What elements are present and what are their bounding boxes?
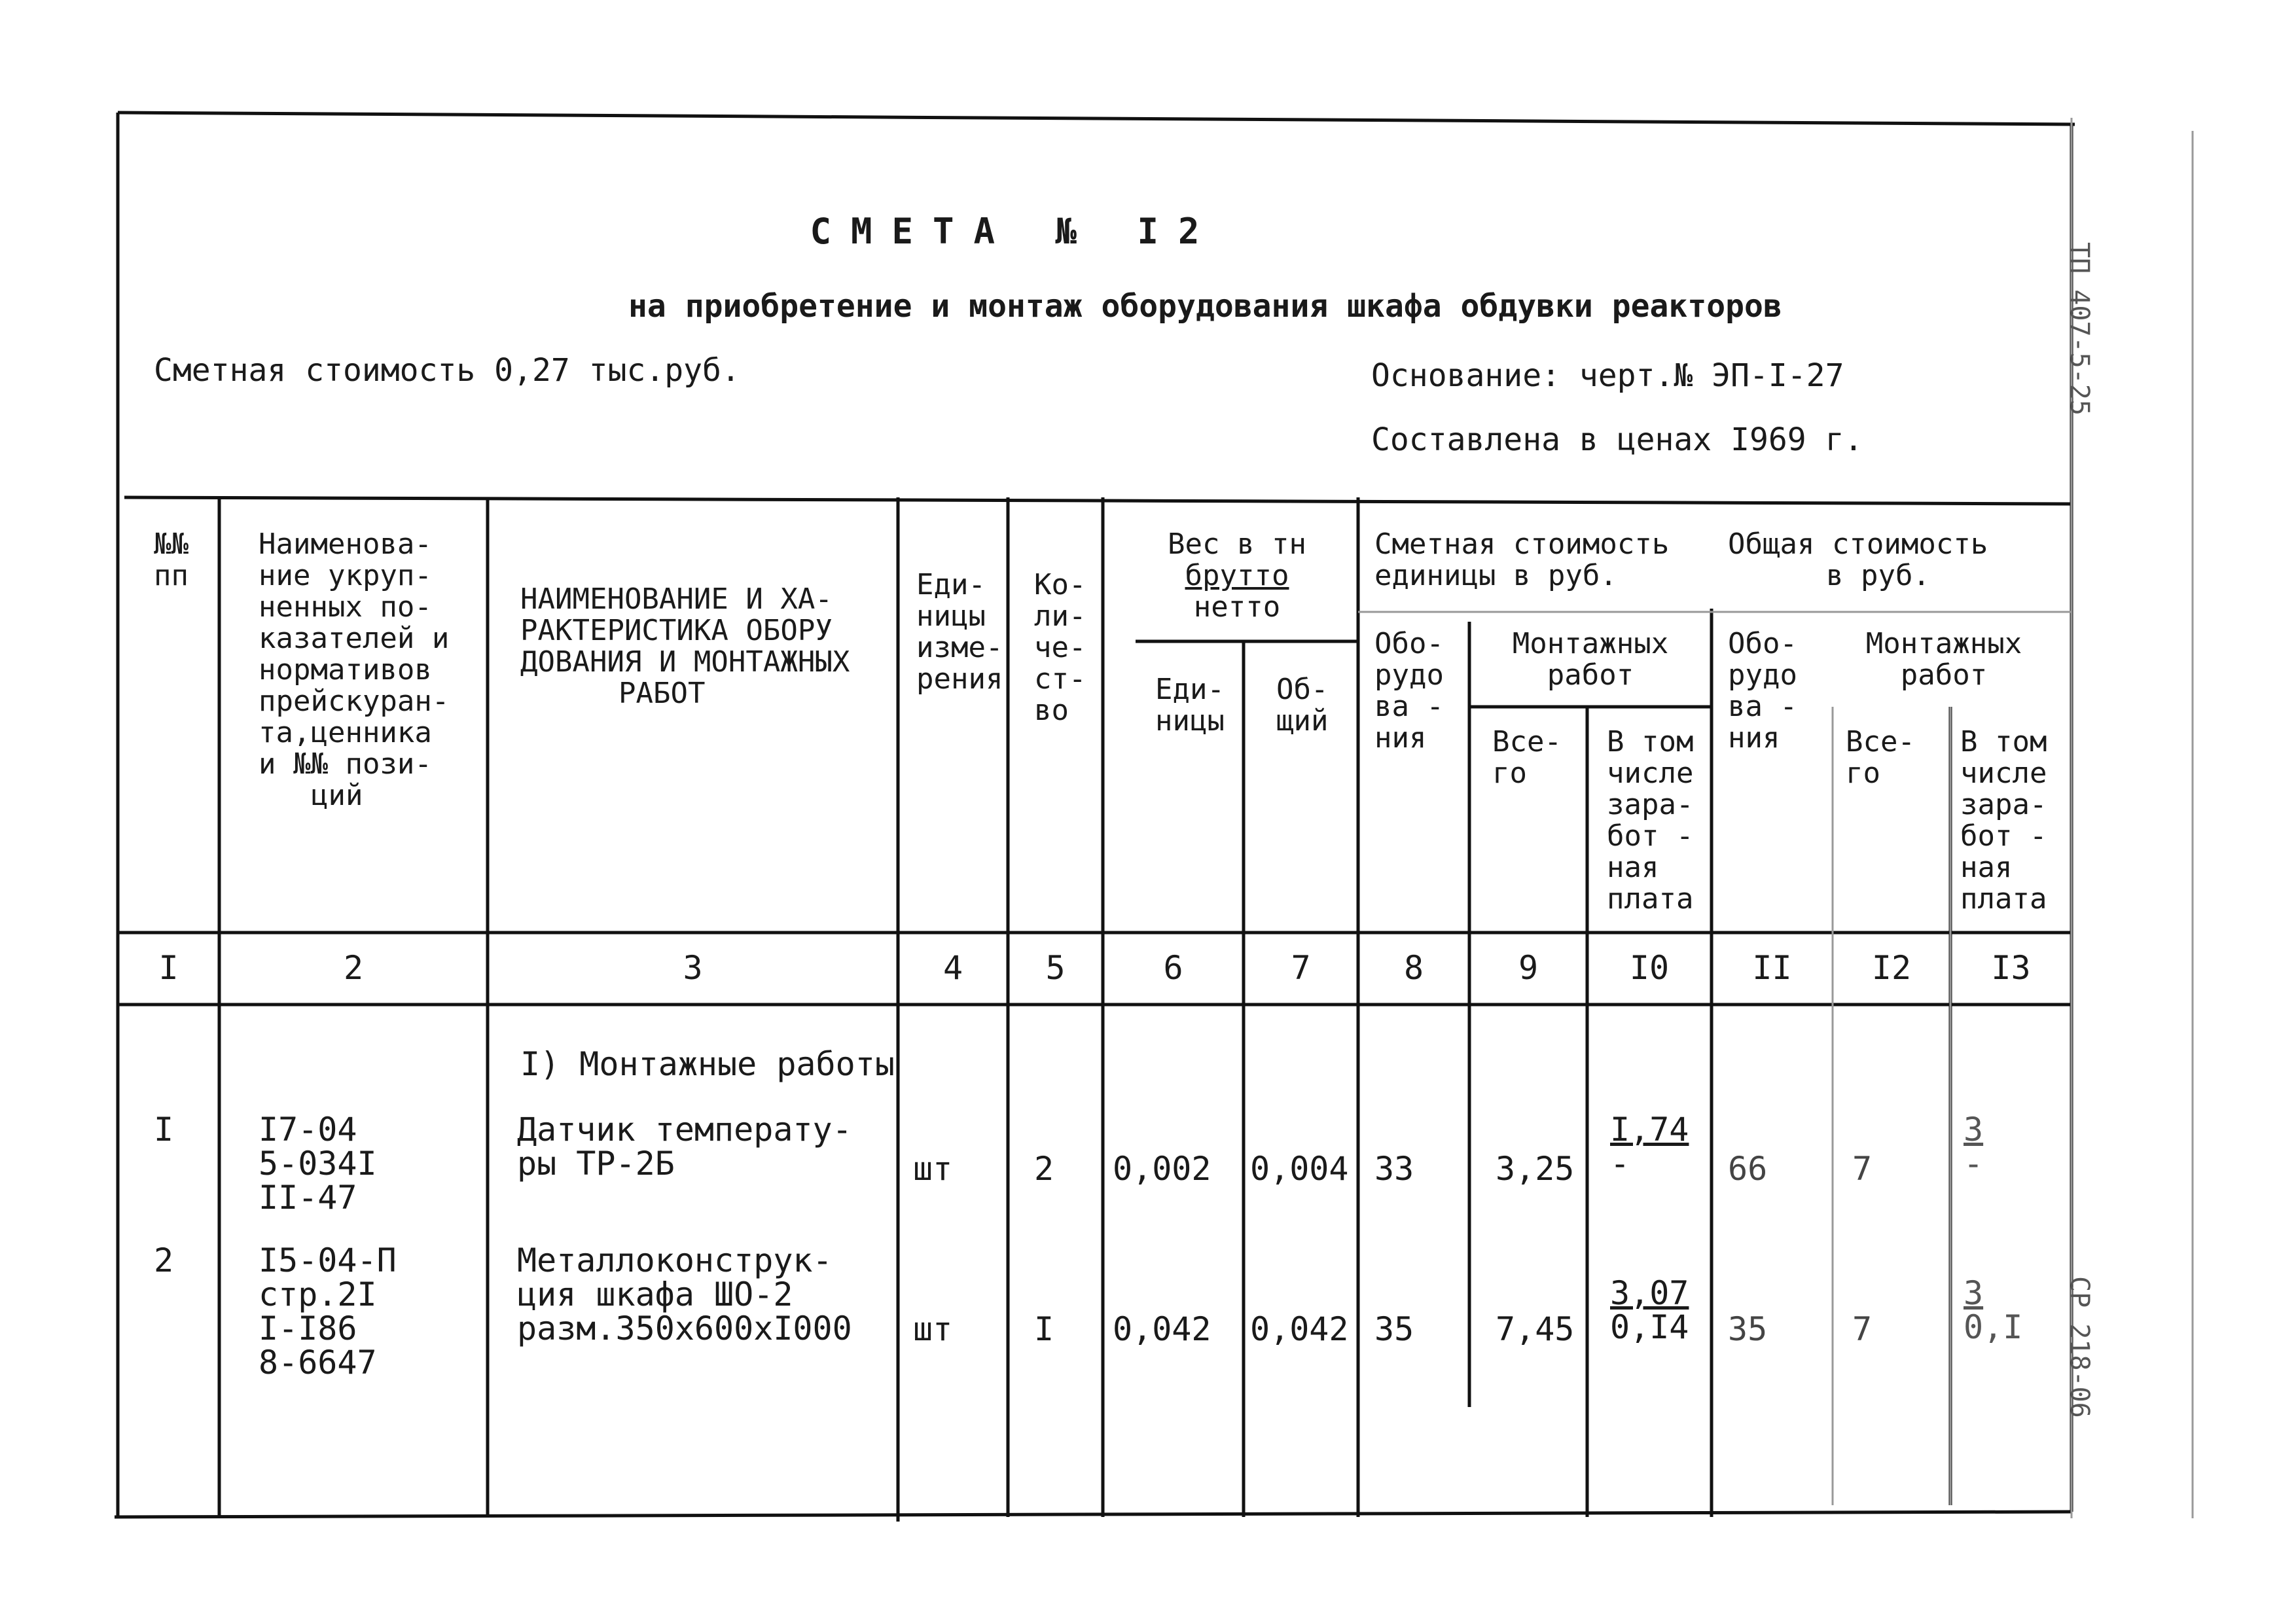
header-mount-wage-unit: В том числе зара- бот - ная плата [1607, 725, 1694, 916]
row2-weight-unit: 0,042 [1113, 1310, 1211, 1348]
colnum-4: 4 [942, 949, 963, 987]
row1-weight-unit: 0,002 [1113, 1150, 1211, 1188]
row2-codes: I5-04-П стр.2I I-I86 8-6647 [259, 1241, 397, 1382]
header-col4: Еди- ницы изме- рения [916, 568, 1003, 696]
header-mount-total-all: Все- го [1846, 725, 1915, 790]
row1-qty: 2 [1034, 1150, 1054, 1188]
estimated-cost: Сметная стоимость 0,27 тыс.руб. [154, 352, 740, 389]
header-mount-wage-total: В том числе зара- бот - ная плата [1960, 725, 2047, 916]
colnum-9: 9 [1518, 949, 1539, 987]
document-subtitle: на приобретение и монтаж оборудования шкафа обдувки реакторов [628, 288, 1782, 325]
row1-weight-total: 0,004 [1250, 1150, 1349, 1188]
header-total-cost: Общая стоимость в руб. [1728, 527, 1988, 592]
colnum-8: 8 [1403, 949, 1424, 987]
row1-unit: шт [913, 1150, 953, 1188]
colnum-3: 3 [683, 949, 703, 987]
row2-unit: шт [913, 1310, 953, 1348]
colnum-10: I0 [1629, 949, 1670, 987]
row2-name: Металлоконструк- ция шкафа ШО-2 разм.350х600хI000 [517, 1241, 852, 1347]
section-title: I) Монтажные работы [520, 1045, 895, 1083]
row2-total-wage: 3 0,I [1964, 1274, 2023, 1346]
header-equip-unit: Обо- рудо ва - ния [1374, 627, 1444, 755]
row2-cost-wage: 3,07 0,I4 [1610, 1274, 1689, 1346]
row2-qty: I [1034, 1310, 1054, 1348]
header-weight-total: Об- щий [1276, 673, 1329, 738]
header-col1: №№ пп [154, 527, 188, 592]
colnum-2: 2 [343, 949, 364, 987]
row2-weight-total: 0,042 [1250, 1310, 1349, 1348]
row1-codes: I7-04 5-034I II-47 [259, 1111, 377, 1217]
row1-cost-mount: 3,25 [1496, 1150, 1575, 1188]
row1-number: I [154, 1111, 174, 1149]
row2-cost-mount: 7,45 [1496, 1310, 1575, 1348]
colnum-1: I [158, 949, 179, 987]
header-equip-total: Обо- рудо ва - ния [1728, 627, 1797, 755]
row1-name: Датчик температу- ры ТР-2Б [517, 1111, 852, 1183]
row1-total-wage: 3 - [1964, 1111, 1984, 1183]
colnum-12: I2 [1871, 949, 1912, 987]
colnum-6: 6 [1163, 949, 1183, 987]
colnum-13: I3 [1991, 949, 2031, 987]
row2-total-mount: 7 [1852, 1310, 1873, 1348]
header-mount-total: Монтажных работ [1865, 627, 2022, 692]
basis-drawing: Основание: черт.№ ЭП-I-27 [1371, 357, 1844, 394]
colnum-11: II [1752, 949, 1792, 987]
header-col5: Ко- ли- че- ст- во [1034, 568, 1086, 727]
price-year: Составлена в ценах I969 г. [1371, 421, 1863, 458]
row2-total-equip: 35 [1728, 1310, 1768, 1348]
header-mount-total-unit: Все- го [1492, 725, 1562, 790]
row2-cost-equip: 35 [1374, 1310, 1414, 1348]
row1-total-mount: 7 [1852, 1150, 1873, 1188]
colnum-7: 7 [1291, 949, 1311, 987]
side-number: СР 218-06 [2064, 1276, 2094, 1418]
row1-cost-equip: 33 [1374, 1150, 1414, 1188]
header-col3: НАИМЕНОВАНИЕ И ХА- РАКТЕРИСТИКА ОБОРУ ДОВАНИЯ И МОНТАЖНЫХ РАБОТ [520, 582, 850, 710]
header-weight-unit: Еди- ницы [1155, 673, 1225, 738]
header-col2: Наименова- ние укруп- ненных по- казателей и нормативов прейскуран- та,ценника и №№ пози- ций [259, 527, 450, 812]
header-mount-unit: Монтажных работ [1512, 627, 1669, 692]
document-title: СМЕТА № I2 [810, 211, 1219, 252]
row1-cost-wage: I,74 - [1610, 1111, 1689, 1183]
header-weight: Вес в тн брутто нетто [1168, 527, 1306, 624]
row1-total-equip: 66 [1728, 1150, 1768, 1188]
side-code: ТП 407-5-25 [2064, 242, 2094, 416]
header-unit-cost: Сметная стоимость единицы в руб. [1374, 527, 1670, 592]
colnum-5: 5 [1045, 949, 1066, 987]
row2-number: 2 [154, 1241, 174, 1279]
